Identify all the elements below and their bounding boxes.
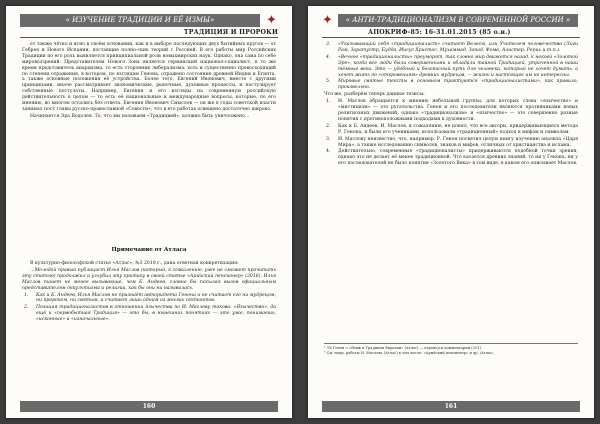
body-paragraph: Начинается Эра Водолея. То, что мы называем «Традицией», должно быть уничтожено… [30, 113, 250, 119]
page-number: 160 [20, 401, 278, 412]
list-item: 2. Как и Б. Андеев, И. Маслов, к сожалению, не понял, что все авторы, придерживающиеся метода Р. Генона, и были его учениками, использовали «традиционный» подход к мифам и символам. [326, 123, 578, 135]
page-number: 161 [322, 401, 580, 412]
right-page [308, 6, 594, 418]
left-page-subhead: ТРАДИЦИЯ И ПРОРОКИ [183, 29, 278, 36]
note-list [22, 293, 276, 324]
header-divider [20, 37, 278, 38]
footnote: ² См. напр. работы И. Маслова (Атлас) в том числе: «Арийский пенсионер» и др. /Атлас/ [324, 350, 494, 355]
right-page-subhead: АПОКРИФ-85: 16-31.01.2015 (85 о.и.) [368, 29, 511, 36]
list-item: 4. Действительно, современные «традиционалисты» придерживаются подобной точки зрения, однако это не делает её менее традиционной. Что касается древних знаний, то ни у Генона, ни у его последователей не было понятия «Золотого Века» в том виде, в каком его описывает Маслов. [326, 149, 578, 167]
note-intro: В культурно-философской статье «Атлас», №3 2010 г., дана ответная конкретизация: [30, 261, 239, 266]
left-page-banner: « ИЗУЧЕНИЕ ТРАДИЦИИ И ЕЁ ИЗМЫ» [20, 14, 260, 27]
body-paragraph: ет также чётко и ясно в своём основании, как и в выборе последующих двух бытийных кругов — от Гебрея и Нового Испании, поставщие полно-ских теорий с Россией. В его работы мир Российских Традиции по его роль выявляется принципиальной роли новыхмирских наук. Однако, она сама по себе мировоззрений. Представителем Нового Зона является германский национал-социалист, в то же время представитель анархизма, то есть сторонник либерализма, хоть и существенно превосходящий по степени отражения, в котором, по взглядам Генона, отражено состояние древней Индии и Египта, а также основные положения её устройства. Более того, Евгений Ивонович, вместе с другими принципами, иначе рассматривает экономические, рыночные, духовные процессы, и постулирует собственные постулаты. Например, Евгения и его взгляды на современную российскую действительность в целом — то есть её национальные и международные вопросы, которые, по его мнению, во многом остались без ответа. Евгения Ивонович Смыслов — он же в годы советской власти занимал пост главы русско-православной «Совести», что в его работах освещено достаточно широко. [22, 42, 276, 112]
list-item: 4. «Вечное «традиционалисты» преуморят, так словно мир движется назад, к некоей «Золотой Эре», когда все люди были совершенными и обладали тайной Традицией, утраченной в наши тёмные века. Это — удобный и безопасный путь для человека, который не хочет думать, а хочет жить по «откровениям» древних мудрецов, — жизнь и настоящее им не интересны. [326, 54, 578, 78]
right-body [324, 42, 578, 168]
footnote: ¹ Ле Генон о «Язык и Традиции Евразии» (Атлас) — перевод и комментарии (201). [324, 346, 483, 350]
right-page-banner: « АНТИ-ТРАДИЦИОНАЛИЗМ В СОВРЕМЕННОЙ РОССИИ » [338, 14, 578, 27]
list-item: 5. Мировые святые тексты в основном трактуются «традиционалистами», как правило, произвольно. [326, 79, 578, 91]
footnotes [324, 343, 578, 355]
response-list [324, 99, 578, 167]
left-body [22, 42, 276, 121]
emblem-icon: ✦ [322, 13, 333, 28]
header-divider [322, 37, 580, 38]
note-block [22, 261, 276, 324]
section-title: Примечание от Атласа [111, 247, 187, 253]
note-quote: …Молодой правый публицист Илья Маслов (который, к сожалению, уже не сможет прочитать эту статью) продолжил и углубил эту критику в своей статье «Арийский пенсионер» (2016). Илья Маслов пишет не менее вызывающе, чем Б. Андеев, словно бы посылая вызов официальным представителям оккультизма и религии, как бы они ни называлась. [22, 267, 276, 291]
list-item: 2. Позиция традиционалистов в отношении язычества по И. Маслову такова: «Язычество», да ещё и «первобытная Традиция» — это бы, в нынешних понятиях — это уже, понимаешь, «исконные» и «изначальные». [24, 305, 276, 323]
left-page [6, 6, 292, 418]
list-item: 3. И. Маслову неизвестно, что, например, Р. Генон посвятил целую книгу изучению анализа «Царя Мира», а также исследованию символов, знаков и мифов, отличных от христианства и ислама. [326, 136, 578, 148]
emblem-icon: ✦ [266, 13, 277, 28]
transition-line: Что же, разберём теперь данные тезисы: [324, 92, 425, 98]
list-item: 1. И. Маслов обращается к мнению небольшой группы, для которых слова «язычество» и «мистицизм» — это ругательства. Генон и его последователи являются противниками новых религиозных движений, однако «традиционализм» и «язычество» — это совершенно разные понятия с противоположными подходами к духовности. [326, 99, 578, 122]
thesis-list [324, 42, 578, 91]
list-item: 3. «Указывающий себя «традиционалист» считает Велесю, или Учителем человечества (Лиги Рам, Заратустр, Будда, Иисус Христос, Мухаммад, Запад, Фома, Алистер, Рерих и т.п.). [326, 42, 578, 53]
list-item: 1. Как и Б. Андеев, Илья Маслов не признаёт авторитета Генона и не считает его ни мудрецом, ни пророком, ни святым, а считает лишь одним из многих сектантов. [24, 292, 276, 304]
